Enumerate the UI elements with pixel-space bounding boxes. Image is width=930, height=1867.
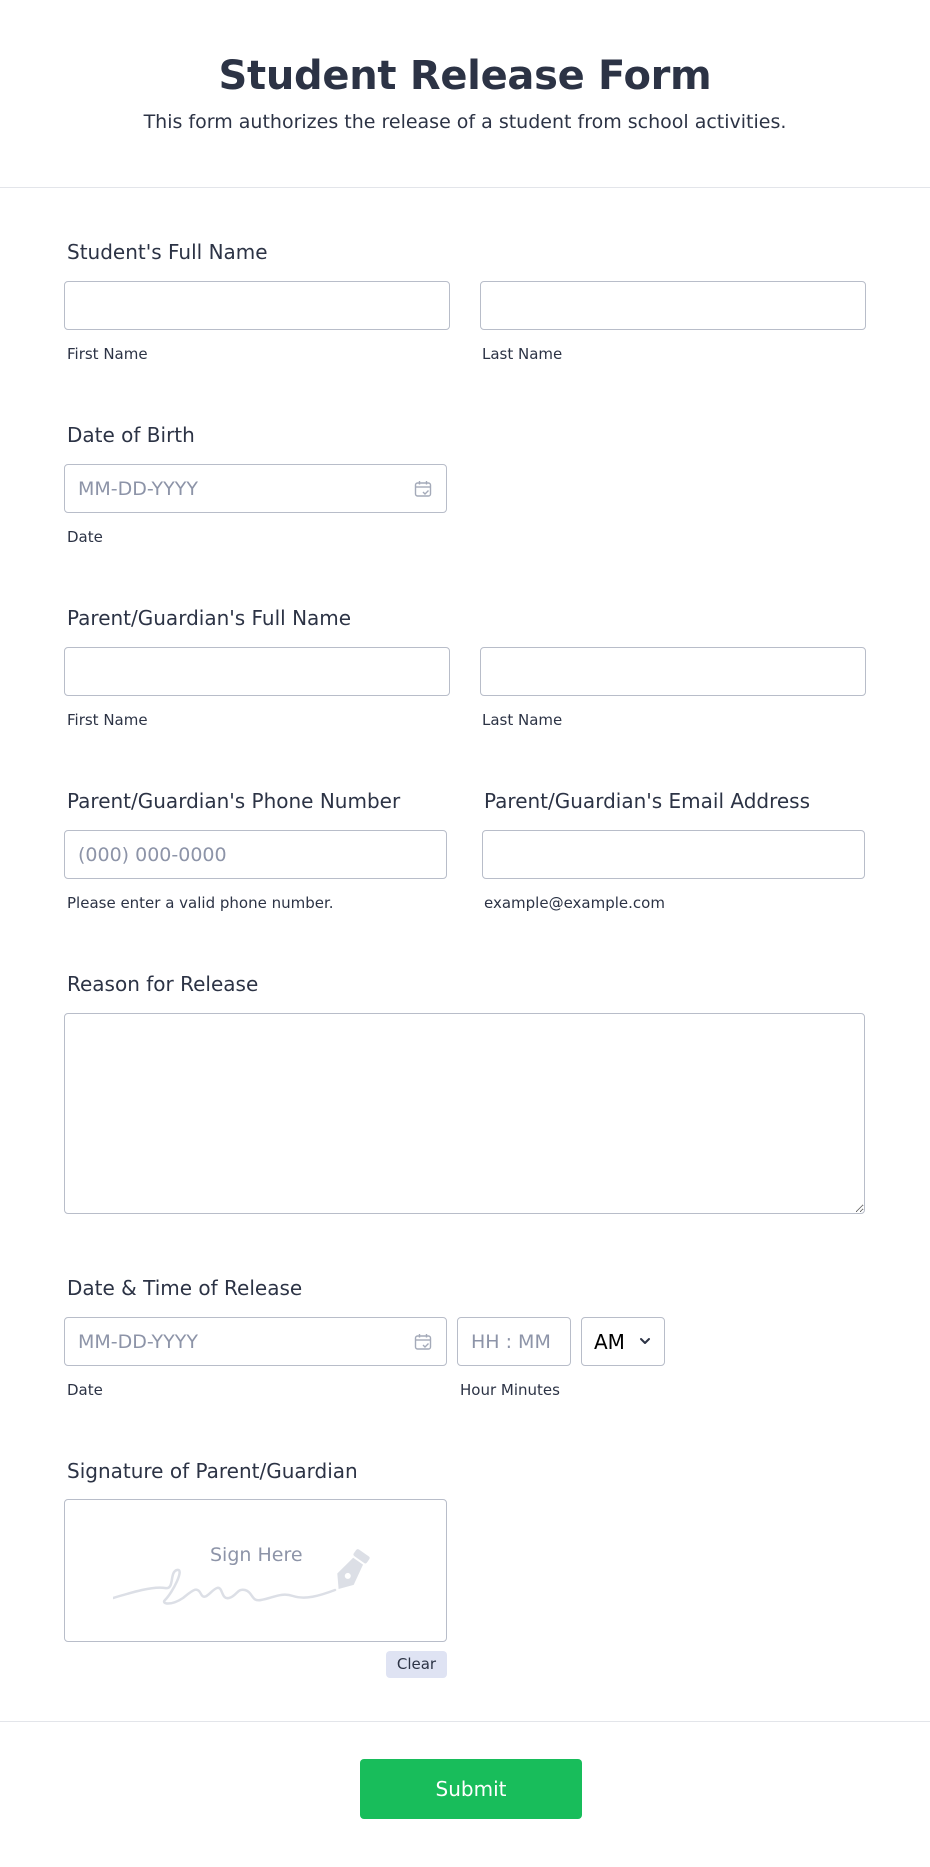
form-footer	[0, 1721, 930, 1867]
submit-button[interactable]: Submit	[360, 1759, 582, 1819]
release-date-input[interactable]	[64, 1317, 447, 1366]
guardian-first-name-sublabel: First Name	[67, 711, 148, 729]
form-title: Student Release Form	[218, 53, 712, 99]
student-first-name-input[interactable]	[64, 281, 450, 330]
student-name-label: Student's Full Name	[67, 240, 268, 264]
release-datetime-label: Date & Time of Release	[67, 1276, 303, 1300]
guardian-phone-label: Parent/Guardian's Phone Number	[67, 789, 401, 813]
release-time-input[interactable]	[457, 1317, 571, 1366]
signature-scribble-icon	[113, 1542, 413, 1612]
form-subtitle: This form authorizes the release of a student from school activities.	[143, 111, 787, 133]
guardian-last-name-input[interactable]	[480, 647, 866, 696]
signature-clear-button[interactable]: Clear	[386, 1651, 447, 1678]
release-date-sublabel: Date	[67, 1381, 103, 1399]
signature-label: Signature of Parent/Guardian	[67, 1459, 358, 1483]
release-time-sublabel: Hour Minutes	[460, 1381, 560, 1399]
dob-sublabel: Date	[67, 528, 103, 546]
signature-placeholder: Sign Here	[210, 1544, 303, 1566]
dob-input[interactable]	[64, 464, 447, 513]
guardian-first-name-input[interactable]	[64, 647, 450, 696]
signature-pad[interactable]	[64, 1499, 447, 1642]
calendar-icon[interactable]	[414, 1333, 432, 1351]
guardian-email-label: Parent/Guardian's Email Address	[484, 789, 811, 813]
student-last-name-sublabel: Last Name	[482, 345, 563, 363]
guardian-name-label: Parent/Guardian's Full Name	[67, 606, 352, 630]
guardian-phone-sublabel: Please enter a valid phone number.	[67, 894, 334, 912]
reason-label: Reason for Release	[67, 972, 259, 996]
dob-label: Date of Birth	[67, 423, 195, 447]
guardian-last-name-sublabel: Last Name	[482, 711, 563, 729]
calendar-icon[interactable]	[414, 480, 432, 498]
student-first-name-sublabel: First Name	[67, 345, 148, 363]
guardian-email-sublabel: example@example.com	[484, 894, 665, 912]
ampm-select[interactable]	[581, 1317, 665, 1366]
guardian-phone-input[interactable]	[64, 830, 447, 879]
form-header	[0, 0, 930, 188]
reason-textarea[interactable]	[64, 1013, 865, 1214]
guardian-email-input[interactable]	[482, 830, 865, 879]
student-last-name-input[interactable]	[480, 281, 866, 330]
ampm-selected-value: AM	[594, 1329, 625, 1354]
chevron-down-icon	[638, 1334, 652, 1348]
